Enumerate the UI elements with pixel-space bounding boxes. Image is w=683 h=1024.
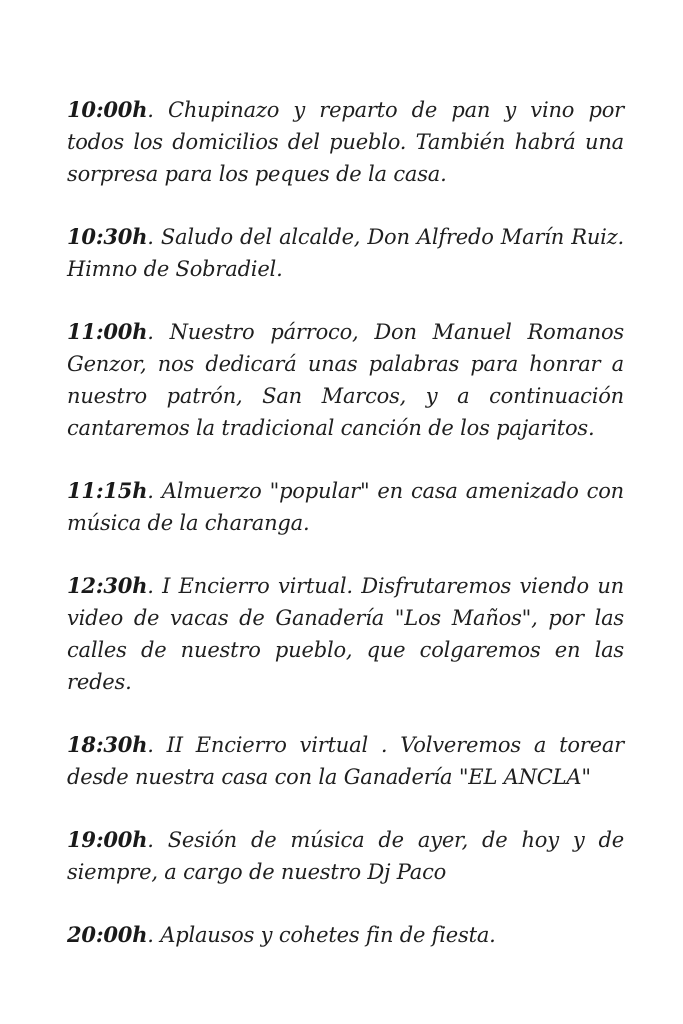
schedule-entry-1230 <box>67 570 624 698</box>
schedule-entry-1100 <box>67 316 624 444</box>
schedule-entry-2000 <box>67 919 624 951</box>
entry-text: . I Encierro virtual. Disfrutaremos viendo un video de vacas de Ganadería "Los Maños", por las calles de nuestro pueblo, que colgaremos en las redes. <box>67 574 624 694</box>
entry-text: . II Encierro virtual . Volveremos a torear desde nuestra casa con la Ganadería "EL ANCLA" <box>67 733 624 789</box>
entry-text: . Sesión de música de ayer, de hoy y de siempre, a cargo de nuestro Dj Paco <box>67 828 624 884</box>
schedule-entry-1830 <box>67 729 624 793</box>
entry-text: . Almuerzo "popular" en casa amenizado con música de la charanga. <box>67 479 624 535</box>
entry-time: 18:30h <box>67 732 148 757</box>
schedule-entry-1900 <box>67 824 624 888</box>
entry-text: . Chupinazo y reparto de pan y vino por todos los domicilios del pueblo. También habrá una sorpresa para los peques de la casa. <box>67 98 624 186</box>
entry-text: . Aplausos y cohetes fin de fiesta. <box>147 923 496 947</box>
entry-time: 19:00h <box>67 827 148 852</box>
entry-text: . Saludo del alcalde, Don Alfredo Marín Ruiz. Himno de Sobradiel. <box>67 225 624 281</box>
entry-time: 20:00h <box>67 922 148 947</box>
entry-time: 11:00h <box>67 319 148 344</box>
entry-text: . Nuestro párroco, Don Manuel Romanos Genzor, nos dedicará unas palabras para honrar a nuestro patrón, San Marcos, y a continuación cantaremos la tradicional canción de los pajaritos. <box>67 320 624 440</box>
schedule-entry-1030 <box>67 221 624 285</box>
entry-time: 11:15h <box>67 478 148 503</box>
entry-time: 10:30h <box>67 224 148 249</box>
schedule-entry-1000 <box>67 94 624 190</box>
schedule-list <box>67 94 624 982</box>
entry-time: 10:00h <box>67 97 148 122</box>
schedule-entry-1115 <box>67 475 624 539</box>
entry-time: 12:30h <box>67 573 148 598</box>
